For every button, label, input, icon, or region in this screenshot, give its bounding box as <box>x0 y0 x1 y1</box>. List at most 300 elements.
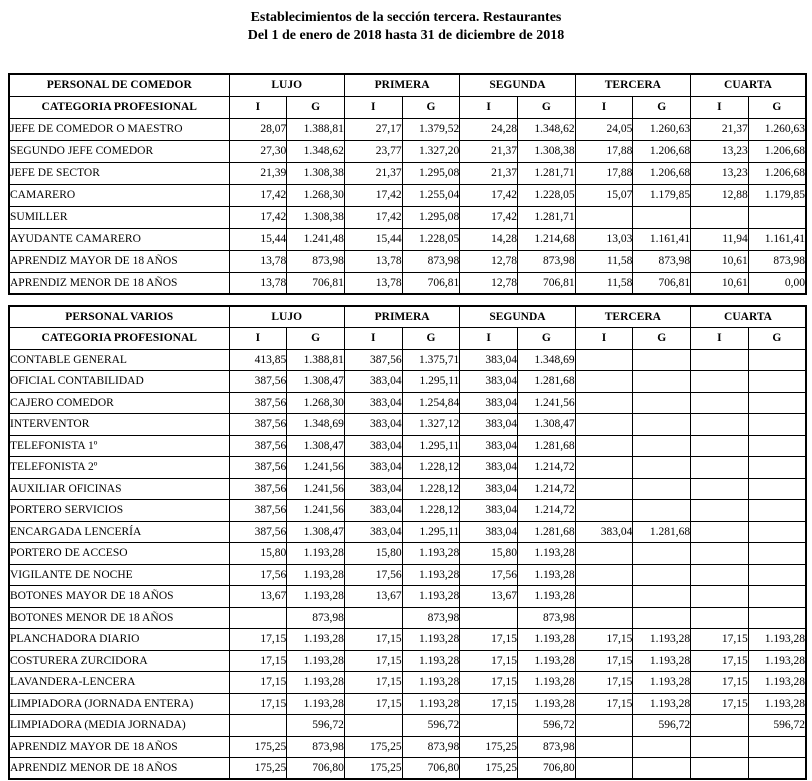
value-cell: 383,04 <box>460 457 518 479</box>
value-cell: 387,56 <box>229 392 287 414</box>
value-cell <box>575 607 633 629</box>
value-cell <box>575 414 633 436</box>
value-cell: 383,04 <box>460 478 518 500</box>
category-cell: AUXILIAR OFICINAS <box>9 478 229 500</box>
value-cell: 13,23 <box>691 162 749 184</box>
sub-header: G <box>633 328 691 350</box>
class-header: SEGUNDA <box>460 74 575 96</box>
value-cell: 21,37 <box>691 118 749 140</box>
category-cell: LIMPIADORA (MEDIA JORNADA) <box>9 715 229 737</box>
value-cell: 12,78 <box>460 272 518 294</box>
value-cell: 1.193,28 <box>517 586 575 608</box>
section-header: PERSONAL VARIOS <box>9 306 229 328</box>
value-cell: 383,04 <box>460 371 518 393</box>
value-cell: 17,15 <box>575 650 633 672</box>
value-cell: 383,04 <box>344 500 402 522</box>
value-cell: 383,04 <box>460 349 518 371</box>
category-cell: CONTABLE GENERAL <box>9 349 229 371</box>
value-cell: 175,25 <box>229 736 287 758</box>
category-cell: ENCARGADA LENCERÍA <box>9 521 229 543</box>
table-row <box>9 543 806 565</box>
table-row <box>9 758 806 780</box>
value-cell: 1.193,28 <box>287 672 345 694</box>
value-cell <box>344 607 402 629</box>
value-cell: 17,15 <box>460 693 518 715</box>
value-cell: 1.241,56 <box>287 500 345 522</box>
value-cell: 1.281,71 <box>517 206 575 228</box>
category-cell: COSTURERA ZURCIDORA <box>9 650 229 672</box>
value-cell: 596,72 <box>402 715 460 737</box>
value-cell: 383,04 <box>344 478 402 500</box>
value-cell: 17,15 <box>229 650 287 672</box>
value-cell: 1.193,28 <box>633 650 691 672</box>
value-cell: 383,04 <box>460 521 518 543</box>
category-cell: APRENDIZ MENOR DE 18 AÑOS <box>9 272 229 294</box>
value-cell <box>575 392 633 414</box>
value-cell <box>575 371 633 393</box>
value-cell: 1.295,08 <box>402 206 460 228</box>
value-cell: 1.193,28 <box>402 650 460 672</box>
value-cell: 1.295,11 <box>402 435 460 457</box>
category-cell: JEFE DE SECTOR <box>9 162 229 184</box>
value-cell: 17,56 <box>460 564 518 586</box>
value-cell: 873,98 <box>287 736 345 758</box>
value-cell: 1.193,28 <box>287 650 345 672</box>
category-cell: APRENDIZ MAYOR DE 18 AÑOS <box>9 250 229 272</box>
table-row <box>9 184 806 206</box>
category-cell: PORTERO DE ACCESO <box>9 543 229 565</box>
table-row <box>9 272 806 294</box>
table-row <box>9 206 806 228</box>
table-subheader-row <box>9 328 806 350</box>
sub-header: G <box>402 96 460 118</box>
value-cell: 17,42 <box>229 184 287 206</box>
value-cell <box>229 715 287 737</box>
value-cell: 12,88 <box>691 184 749 206</box>
value-cell: 1.193,28 <box>402 629 460 651</box>
value-cell <box>748 457 806 479</box>
value-cell <box>633 543 691 565</box>
value-cell: 1.228,05 <box>517 184 575 206</box>
value-cell: 383,04 <box>460 435 518 457</box>
value-cell: 17,15 <box>460 629 518 651</box>
value-cell <box>575 478 633 500</box>
value-cell: 387,56 <box>229 435 287 457</box>
category-cell: LAVANDERA-LENCERA <box>9 672 229 694</box>
value-cell: 706,80 <box>517 758 575 780</box>
value-cell: 1.327,20 <box>402 140 460 162</box>
value-cell: 15,80 <box>460 543 518 565</box>
value-cell: 706,81 <box>517 272 575 294</box>
category-cell: LIMPIADORA (JORNADA ENTERA) <box>9 693 229 715</box>
value-cell <box>748 478 806 500</box>
value-cell: 1.193,28 <box>287 629 345 651</box>
value-cell <box>575 543 633 565</box>
value-cell: 1.308,38 <box>287 206 345 228</box>
sub-header: G <box>517 96 575 118</box>
value-cell: 1.179,85 <box>748 184 806 206</box>
value-cell: 1.281,68 <box>517 371 575 393</box>
value-cell: 1.241,48 <box>287 228 345 250</box>
value-cell: 17,15 <box>344 672 402 694</box>
value-cell: 1.295,11 <box>402 371 460 393</box>
value-cell: 28,07 <box>229 118 287 140</box>
value-cell: 17,88 <box>575 140 633 162</box>
value-cell: 383,04 <box>344 457 402 479</box>
value-cell: 17,15 <box>344 650 402 672</box>
sub-header: G <box>748 328 806 350</box>
value-cell: 1.193,28 <box>287 564 345 586</box>
value-cell: 873,98 <box>402 250 460 272</box>
value-cell: 17,42 <box>229 206 287 228</box>
value-cell: 873,98 <box>402 736 460 758</box>
value-cell: 383,04 <box>460 392 518 414</box>
table-row <box>9 250 806 272</box>
table-row <box>9 392 806 414</box>
value-cell: 17,15 <box>344 693 402 715</box>
value-cell: 1.193,28 <box>517 650 575 672</box>
table-row <box>9 414 806 436</box>
value-cell <box>691 521 749 543</box>
value-cell: 1.161,41 <box>748 228 806 250</box>
value-cell <box>633 392 691 414</box>
value-cell: 0,00 <box>748 272 806 294</box>
value-cell <box>633 206 691 228</box>
sub-header: G <box>287 328 345 350</box>
value-cell: 873,98 <box>517 736 575 758</box>
value-cell: 387,56 <box>229 371 287 393</box>
value-cell: 27,17 <box>344 118 402 140</box>
value-cell: 706,80 <box>287 758 345 780</box>
value-cell <box>748 414 806 436</box>
value-cell: 15,07 <box>575 184 633 206</box>
table-row <box>9 349 806 371</box>
value-cell: 387,56 <box>229 414 287 436</box>
document-title: Establecimientos de la sección tercera. Restaurantes <box>250 10 562 25</box>
value-cell: 175,25 <box>344 736 402 758</box>
value-cell <box>575 586 633 608</box>
value-cell: 1.193,28 <box>517 693 575 715</box>
value-cell: 21,39 <box>229 162 287 184</box>
value-cell: 873,98 <box>287 607 345 629</box>
value-cell: 17,15 <box>344 629 402 651</box>
value-cell: 17,15 <box>691 693 749 715</box>
value-cell: 17,42 <box>344 184 402 206</box>
value-cell <box>691 478 749 500</box>
value-cell: 387,56 <box>229 521 287 543</box>
value-cell: 11,58 <box>575 250 633 272</box>
value-cell <box>633 435 691 457</box>
category-cell: BOTONES MAYOR DE 18 AÑOS <box>9 586 229 608</box>
table-row <box>9 435 806 457</box>
value-cell: 13,23 <box>691 140 749 162</box>
value-cell: 17,15 <box>460 672 518 694</box>
value-cell <box>748 607 806 629</box>
value-cell: 1.228,12 <box>402 478 460 500</box>
value-cell: 1.308,47 <box>287 521 345 543</box>
value-cell: 175,25 <box>460 758 518 780</box>
table-row <box>9 629 806 651</box>
value-cell: 873,98 <box>517 607 575 629</box>
value-cell: 383,04 <box>460 500 518 522</box>
class-header: LUJO <box>229 74 344 96</box>
sub-header: G <box>287 96 345 118</box>
value-cell: 1.193,28 <box>748 629 806 651</box>
class-header: CUARTA <box>691 74 806 96</box>
value-cell: 12,78 <box>460 250 518 272</box>
value-cell <box>575 206 633 228</box>
value-cell: 23,77 <box>344 140 402 162</box>
value-cell: 175,25 <box>344 758 402 780</box>
value-cell: 706,81 <box>287 272 345 294</box>
class-header: LUJO <box>229 306 344 328</box>
value-cell: 873,98 <box>402 607 460 629</box>
value-cell: 873,98 <box>517 250 575 272</box>
value-cell: 1.206,68 <box>748 162 806 184</box>
category-cell: PORTERO SERVICIOS <box>9 500 229 522</box>
sub-header: I <box>344 328 402 350</box>
value-cell: 1.281,68 <box>517 435 575 457</box>
value-cell: 383,04 <box>344 392 402 414</box>
value-cell <box>575 500 633 522</box>
value-cell: 1.268,30 <box>287 392 345 414</box>
category-cell: TELEFONISTA 2º <box>9 457 229 479</box>
value-cell: 14,28 <box>460 228 518 250</box>
class-header: TERCERA <box>575 306 690 328</box>
value-cell: 1.241,56 <box>287 478 345 500</box>
value-cell: 21,37 <box>460 162 518 184</box>
category-cell: APRENDIZ MAYOR DE 18 AÑOS <box>9 736 229 758</box>
value-cell: 1.241,56 <box>287 457 345 479</box>
value-cell: 1.206,68 <box>633 162 691 184</box>
class-header: PRIMERA <box>344 306 459 328</box>
value-cell <box>633 349 691 371</box>
value-cell: 1.308,38 <box>287 162 345 184</box>
value-cell <box>633 371 691 393</box>
table-row <box>9 715 806 737</box>
value-cell: 17,15 <box>691 650 749 672</box>
value-cell: 17,88 <box>575 162 633 184</box>
category-cell: TELEFONISTA 1º <box>9 435 229 457</box>
value-cell: 10,61 <box>691 272 749 294</box>
value-cell: 175,25 <box>460 736 518 758</box>
table-row <box>9 140 806 162</box>
value-cell: 13,67 <box>460 586 518 608</box>
table-row <box>9 118 806 140</box>
value-cell: 1.193,28 <box>517 543 575 565</box>
value-cell <box>748 500 806 522</box>
value-cell <box>691 500 749 522</box>
value-cell: 13,78 <box>229 272 287 294</box>
category-cell: OFICIAL CONTABILIDAD <box>9 371 229 393</box>
value-cell: 17,15 <box>229 693 287 715</box>
value-cell: 17,42 <box>460 184 518 206</box>
value-cell: 1.228,05 <box>402 228 460 250</box>
section-header: PERSONAL DE COMEDOR <box>9 74 229 96</box>
value-cell <box>691 349 749 371</box>
value-cell: 1.193,28 <box>633 629 691 651</box>
value-cell: 1.193,28 <box>402 543 460 565</box>
value-cell: 1.193,28 <box>287 586 345 608</box>
value-cell: 13,67 <box>344 586 402 608</box>
value-cell: 1.308,47 <box>287 435 345 457</box>
value-cell: 873,98 <box>287 250 345 272</box>
value-cell <box>691 607 749 629</box>
value-cell: 873,98 <box>633 250 691 272</box>
value-cell: 27,30 <box>229 140 287 162</box>
value-cell: 1.193,28 <box>287 543 345 565</box>
sub-header: I <box>691 328 749 350</box>
category-cell: BOTONES MENOR DE 18 AÑOS <box>9 607 229 629</box>
value-cell: 17,15 <box>229 629 287 651</box>
value-cell <box>748 206 806 228</box>
value-cell: 1.255,04 <box>402 184 460 206</box>
table-row <box>9 564 806 586</box>
value-cell: 1.193,28 <box>633 693 691 715</box>
value-cell: 1.375,71 <box>402 349 460 371</box>
value-cell <box>575 736 633 758</box>
value-cell: 13,78 <box>344 272 402 294</box>
value-cell: 596,72 <box>633 715 691 737</box>
table-subheader-row <box>9 96 806 118</box>
category-cell: VIGILANTE DE NOCHE <box>9 564 229 586</box>
table-row <box>9 162 806 184</box>
value-cell <box>691 736 749 758</box>
value-cell <box>460 715 518 737</box>
value-cell: 1.281,71 <box>517 162 575 184</box>
value-cell: 17,15 <box>575 672 633 694</box>
value-cell: 13,67 <box>229 586 287 608</box>
table-header-row <box>9 306 806 328</box>
value-cell <box>344 715 402 737</box>
sub-header: I <box>575 96 633 118</box>
class-header: PRIMERA <box>344 74 459 96</box>
value-cell: 383,04 <box>460 414 518 436</box>
value-cell: 17,15 <box>691 672 749 694</box>
value-cell <box>633 607 691 629</box>
value-cell: 1.308,47 <box>287 371 345 393</box>
table-row <box>9 607 806 629</box>
value-cell <box>691 758 749 780</box>
value-cell: 10,61 <box>691 250 749 272</box>
value-cell: 1.295,08 <box>402 162 460 184</box>
value-cell: 1.214,68 <box>517 228 575 250</box>
value-cell <box>575 349 633 371</box>
sub-header: G <box>517 328 575 350</box>
value-cell: 1.260,63 <box>748 118 806 140</box>
table-row <box>9 521 806 543</box>
table-row <box>9 228 806 250</box>
value-cell: 1.193,28 <box>402 693 460 715</box>
value-cell: 1.348,62 <box>517 118 575 140</box>
value-cell <box>633 414 691 436</box>
value-cell: 13,03 <box>575 228 633 250</box>
value-cell: 1.254,84 <box>402 392 460 414</box>
value-cell: 15,44 <box>344 228 402 250</box>
value-cell <box>691 586 749 608</box>
table-header-row <box>9 74 806 96</box>
value-cell <box>633 564 691 586</box>
value-cell: 1.193,28 <box>748 672 806 694</box>
title-block <box>0 0 812 45</box>
value-cell: 1.214,72 <box>517 457 575 479</box>
sub-header: I <box>229 96 287 118</box>
value-cell: 1.281,68 <box>633 521 691 543</box>
sub-header: I <box>460 328 518 350</box>
value-cell <box>460 607 518 629</box>
value-cell: 706,81 <box>633 272 691 294</box>
table-row <box>9 478 806 500</box>
value-cell: 24,05 <box>575 118 633 140</box>
value-cell <box>633 736 691 758</box>
value-cell <box>691 414 749 436</box>
value-cell: 13,78 <box>344 250 402 272</box>
value-cell <box>691 371 749 393</box>
value-cell <box>575 457 633 479</box>
value-cell: 387,56 <box>229 457 287 479</box>
category-cell: SUMILLER <box>9 206 229 228</box>
value-cell: 1.268,30 <box>287 184 345 206</box>
value-cell: 383,04 <box>344 435 402 457</box>
value-cell <box>633 478 691 500</box>
value-cell <box>748 521 806 543</box>
sub-header: I <box>229 328 287 350</box>
class-header: CUARTA <box>691 306 806 328</box>
value-cell <box>748 543 806 565</box>
value-cell: 1.308,47 <box>517 414 575 436</box>
category-cell: JEFE DE COMEDOR O MAESTRO <box>9 118 229 140</box>
value-cell: 1.295,11 <box>402 521 460 543</box>
value-cell <box>633 500 691 522</box>
value-cell <box>748 371 806 393</box>
value-cell <box>748 392 806 414</box>
table-row <box>9 457 806 479</box>
value-cell: 21,37 <box>344 162 402 184</box>
value-cell <box>748 586 806 608</box>
class-header: TERCERA <box>575 74 690 96</box>
value-cell: 387,56 <box>229 478 287 500</box>
sub-header: G <box>633 96 691 118</box>
value-cell: 17,15 <box>229 672 287 694</box>
value-cell: 17,42 <box>344 206 402 228</box>
value-cell: 383,04 <box>575 521 633 543</box>
category-cell: APRENDIZ MENOR DE 18 AÑOS <box>9 758 229 780</box>
personal-varios-table <box>8 305 807 780</box>
sub-header: I <box>344 96 402 118</box>
value-cell: 706,80 <box>402 758 460 780</box>
value-cell <box>575 715 633 737</box>
sub-header: I <box>575 328 633 350</box>
value-cell: 1.388,81 <box>287 118 345 140</box>
value-cell: 1.388,81 <box>287 349 345 371</box>
value-cell: 596,72 <box>517 715 575 737</box>
table-row <box>9 693 806 715</box>
value-cell: 1.193,28 <box>517 672 575 694</box>
value-cell <box>575 435 633 457</box>
sub-header: G <box>748 96 806 118</box>
table-row <box>9 371 806 393</box>
value-cell: 1.161,41 <box>633 228 691 250</box>
sub-header: I <box>460 96 518 118</box>
value-cell: 15,80 <box>229 543 287 565</box>
value-cell: 1.281,68 <box>517 521 575 543</box>
value-cell: 1.214,72 <box>517 500 575 522</box>
value-cell: 1.193,28 <box>517 629 575 651</box>
value-cell: 17,56 <box>344 564 402 586</box>
value-cell: 175,25 <box>229 758 287 780</box>
value-cell: 17,15 <box>575 693 633 715</box>
value-cell: 17,15 <box>460 650 518 672</box>
